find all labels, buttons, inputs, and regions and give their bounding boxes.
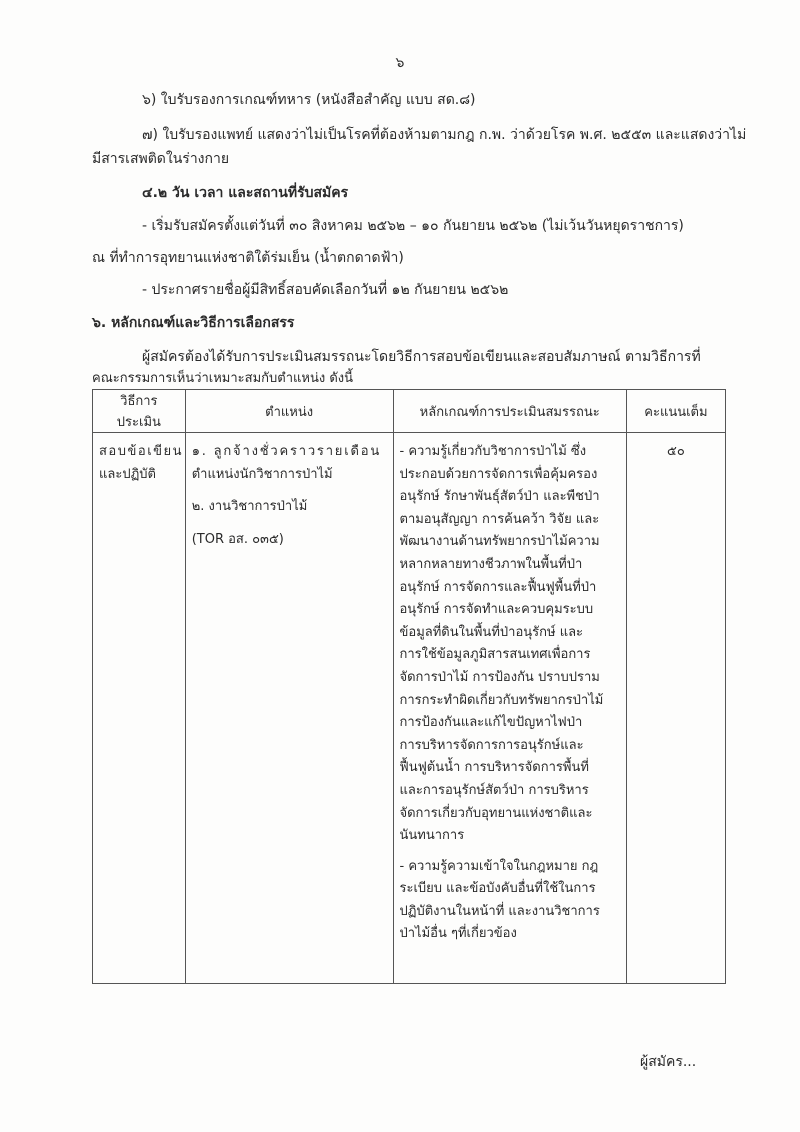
section-6-intro-line2: คณะกรรมการเห็นว่าเหมาะสมกับตำแหน่ง ดังนี้ — [92, 371, 354, 386]
criteria-line: จัดการป่าไม้ การป้องกัน ปราบปราม — [399, 669, 600, 685]
position-line: (TOR อส. ๐๓๕) — [191, 531, 284, 547]
table-header-row — [93, 390, 726, 433]
criteria-line: หลากหลายทางชีวภาพในพื้นที่ป่า — [399, 556, 583, 572]
item-7-medical-certificate-line1: ๗) ใบรับรองแพทย์ แสดงว่าไม่เป็นโรคที่ต้องห้ามตามกฎ ก.พ. ว่าด้วยโรค พ.ศ. ๒๕๕๓ และแสดงว่าไม่ — [142, 127, 747, 143]
criteria-line: ฟื้นฟูต้นน้ำ การบริหารจัดการพื้นที่ — [399, 760, 589, 776]
header-full-score: คะแนนเต็ม — [626, 390, 725, 433]
criteria-line: จัดการเกี่ยวกับอุทยานแห่งชาติและ — [399, 805, 593, 821]
full-score-value: ๕๐ — [667, 444, 685, 459]
criteria-line: พัฒนางานด้านทรัพยากรป่าไม้ความ — [399, 534, 600, 550]
method-line: และปฏิบัติ — [99, 466, 157, 482]
criteria-line: - ความรู้เกี่ยวกับวิชาการป่าไม้ ซึ่ง — [399, 444, 587, 459]
item-7-medical-certificate-line2: มีสารเสพติดในร่างกาย — [92, 151, 230, 167]
header-method: วิธีการประเมิน — [93, 390, 186, 433]
score-cell — [626, 433, 725, 984]
position-line: ๑. ลูกจ้างชั่วคราวรายเดือน — [191, 444, 382, 459]
criteria-line: ป่าไม้อื่น ๆที่เกี่ยวข้อง — [399, 926, 517, 942]
position-cell — [185, 433, 393, 984]
section-6-intro-line1: ผู้สมัครต้องได้รับการประเมินสมรรถนะโดยวิธีการสอบข้อเขียนและสอบสัมภาษณ์ ตามวิธีการที่ — [142, 349, 701, 365]
criteria-line: ข้อมูลที่ดินในพื้นที่ป่าอนุรักษ์ และ — [399, 624, 584, 640]
criteria-line: การบริหารจัดการการอนุรักษ์และ — [399, 737, 584, 753]
criteria-line: - ความรู้ความเข้าใจในกฎหมาย กฎ — [399, 858, 599, 874]
criteria-line: การกระทำผิดเกี่ยวกับทรัพยากรป่าไม้ — [399, 692, 604, 708]
candidate-announcement-text: - ประกาศรายชื่อผู้มีสิทธิ์สอบคัดเลือกวันที่ ๑๒ กันยายน ๒๕๖๒ — [142, 282, 509, 298]
criteria-line: ระเบียบ และข้อบังคับอื่นที่ใช้ในการ — [399, 881, 596, 897]
criteria-line: อนุรักษ์ การจัดทำและควบคุมระบบ — [399, 602, 594, 618]
continuation-footer: ผู้สมัคร... — [640, 1054, 697, 1070]
item-6-military-certificate: ๖) ใบรับรองการเกณฑ์ทหาร (หนังสือสำคัญ แบบ สด.๘) — [142, 92, 476, 108]
header-position: ตำแหน่ง — [185, 390, 393, 433]
criteria-block-forestry-knowledge — [400, 433, 620, 848]
page-number: ๖ — [395, 55, 405, 71]
criteria-line: ตามอนุสัญญา การค้นคว้า วิจัย และ — [399, 511, 600, 527]
criteria-line: การใช้ข้อมูลภูมิสารสนเทศเพื่อการ — [399, 647, 591, 663]
method-line: สอบข้อเขียน — [99, 444, 184, 459]
criteria-line: การป้องกันและแก้ไขปัญหาไฟป่า — [399, 715, 583, 731]
criteria-line: และการอนุรักษ์สัตว์ป่า การบริหาร — [399, 782, 589, 798]
criteria-block-laws-regulations — [400, 848, 620, 946]
position-line: ๒. งานวิชาการป่าไม้ — [191, 499, 308, 515]
criteria-line: ประกอบด้วยการจัดการเพื่อคุ้มครอง — [399, 466, 598, 482]
position-line: ตำแหน่งนักวิชาการป่าไม้ — [191, 466, 333, 482]
criteria-line: อนุรักษ์ การจัดการและฟื้นฟูพื้นที่ป่า — [399, 579, 597, 595]
table-row — [93, 433, 726, 984]
application-period-text: - เริ่มรับสมัครตั้งแต่วันที่ ๓๐ สิงหาคม ๒๕๖๒ – ๑๐ กันยายน ๒๕๖๒ (ไม่เว้นวันหยุดราชการ) — [142, 218, 684, 234]
criteria-cell — [393, 433, 626, 984]
criteria-line: นันทนาการ — [399, 828, 465, 844]
section-4-2-heading: ๔.๒ วัน เวลา และสถานที่รับสมัคร — [142, 185, 349, 201]
evaluation-criteria-table — [92, 389, 726, 984]
application-location-text: ณ ที่ทำการอุทยานแห่งชาติใต้ร่มเย็น (น้ำตกดาดฟ้า) — [92, 250, 404, 266]
header-criteria: หลักเกณฑ์การประเมินสมรรถนะ — [393, 390, 626, 433]
criteria-line: อนุรักษ์ รักษาพันธุ์สัตว์ป่า และพืชป่า — [399, 489, 600, 505]
criteria-line: ปฏิบัติงานในหน้าที่ และงานวิชาการ — [399, 903, 600, 919]
section-6-heading: ๖. หลักเกณฑ์และวิธีการเลือกสรร — [92, 315, 295, 331]
method-cell — [93, 433, 186, 984]
